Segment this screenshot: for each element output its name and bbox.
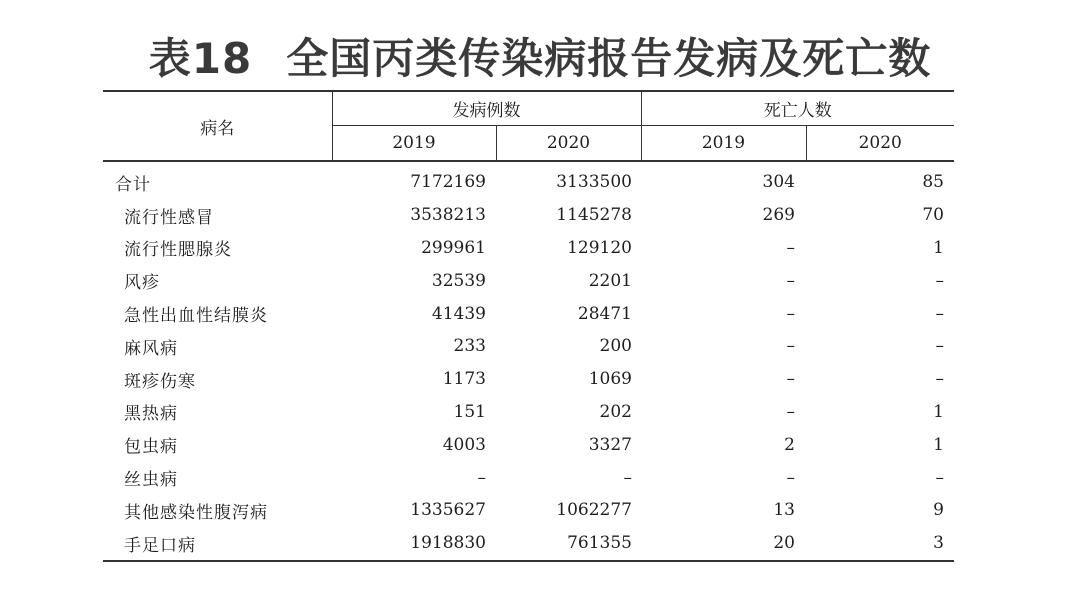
deaths-2020: – [935, 270, 944, 291]
deaths-2020: 85 [922, 172, 944, 193]
table-header [103, 91, 954, 161]
incidence-2019: 1335627 [410, 500, 486, 521]
incidence-2019: – [477, 467, 486, 488]
disease-name-header: 病名 [103, 91, 332, 161]
deaths-2019: 269 [762, 205, 795, 226]
deaths-2020: 9 [933, 500, 944, 521]
incidence-2020: 1145278 [556, 205, 632, 226]
disease-name: 包虫病 [124, 437, 178, 458]
table-title [0, 30, 1080, 88]
incidence-2020: 3133500 [556, 172, 632, 193]
disease-name: 流行性腮腺炎 [124, 240, 232, 261]
incidence-2020: – [623, 467, 632, 488]
incidence-2020: 200 [599, 336, 632, 357]
incidence-2020-header: 2020 [496, 126, 641, 162]
table-row [103, 494, 954, 527]
disease-name: 丝虫病 [124, 470, 178, 491]
incidence-2020: 2201 [588, 270, 632, 291]
deaths-2020: – [935, 369, 944, 390]
deaths-2019: – [786, 401, 795, 422]
table-body [103, 161, 954, 561]
incidence-2019: 3538213 [410, 205, 486, 226]
disease-name: 手足口病 [103, 527, 332, 561]
table-row [103, 330, 954, 363]
disease-name: 麻风病 [124, 338, 178, 359]
disease-name: 黑热病 [124, 404, 178, 425]
deaths-2020: 3 [806, 527, 954, 561]
table-row [103, 396, 954, 429]
table-row [103, 527, 954, 561]
incidence-2019: 41439 [431, 303, 486, 324]
disease-name: 风疹 [124, 273, 160, 294]
deaths-2019: – [786, 467, 795, 488]
table-row [103, 199, 954, 232]
incidence-2019-header: 2019 [332, 126, 496, 162]
table-row [103, 232, 954, 265]
table-row [103, 363, 954, 396]
deaths-2019: – [786, 237, 795, 258]
incidence-2019: 299961 [421, 237, 486, 258]
incidence-header: 发病例数 [332, 91, 641, 126]
deaths-2019: 20 [641, 527, 806, 561]
table-row [103, 264, 954, 297]
deaths-2019: 2 [784, 434, 795, 455]
incidence-2019: 151 [453, 401, 486, 422]
deaths-2020: – [935, 467, 944, 488]
deaths-2020: 1 [933, 401, 944, 422]
disease-name: 流行性感冒 [124, 207, 214, 228]
table-title-text: 全国丙类传染病报告发病及死亡数 [286, 34, 932, 83]
incidence-2019: 32539 [431, 270, 486, 291]
incidence-2020: 761355 [496, 527, 641, 561]
deaths-2020: – [935, 336, 944, 357]
table-row [103, 461, 954, 494]
disease-name: 其他感染性腹泻病 [124, 502, 268, 523]
incidence-2020: 1069 [588, 369, 632, 390]
table-row [103, 297, 954, 330]
deaths-2020-header: 2020 [806, 126, 954, 162]
deaths-2020: 70 [922, 205, 944, 226]
disease-name: 斑疹伤寒 [124, 371, 196, 392]
table-number: 表18 [148, 34, 253, 83]
disease-statistics-table [103, 90, 954, 562]
table-row [103, 428, 954, 461]
deaths-2019: – [786, 336, 795, 357]
incidence-2020: 202 [599, 401, 632, 422]
disease-name: 合计 [115, 174, 151, 195]
deaths-2019: 13 [773, 500, 795, 521]
incidence-2019: 1173 [442, 369, 486, 390]
table-row [103, 161, 954, 199]
deaths-2019: – [786, 270, 795, 291]
incidence-2020: 28471 [577, 303, 632, 324]
disease-name: 急性出血性结膜炎 [124, 306, 268, 327]
incidence-2020: 129120 [567, 237, 632, 258]
deaths-2019: – [786, 369, 795, 390]
deaths-2019: 304 [762, 172, 795, 193]
incidence-2020: 3327 [588, 434, 632, 455]
incidence-2019: 1918830 [332, 527, 496, 561]
incidence-2019: 233 [453, 336, 486, 357]
incidence-2019: 4003 [442, 434, 486, 455]
deaths-2020: 1 [933, 237, 944, 258]
incidence-2020: 1062277 [556, 500, 632, 521]
deaths-header: 死亡人数 [641, 91, 954, 126]
deaths-2019-header: 2019 [641, 126, 806, 162]
deaths-2020: 1 [933, 434, 944, 455]
deaths-2019: – [786, 303, 795, 324]
deaths-2020: – [935, 303, 944, 324]
incidence-2019: 7172169 [410, 172, 486, 193]
